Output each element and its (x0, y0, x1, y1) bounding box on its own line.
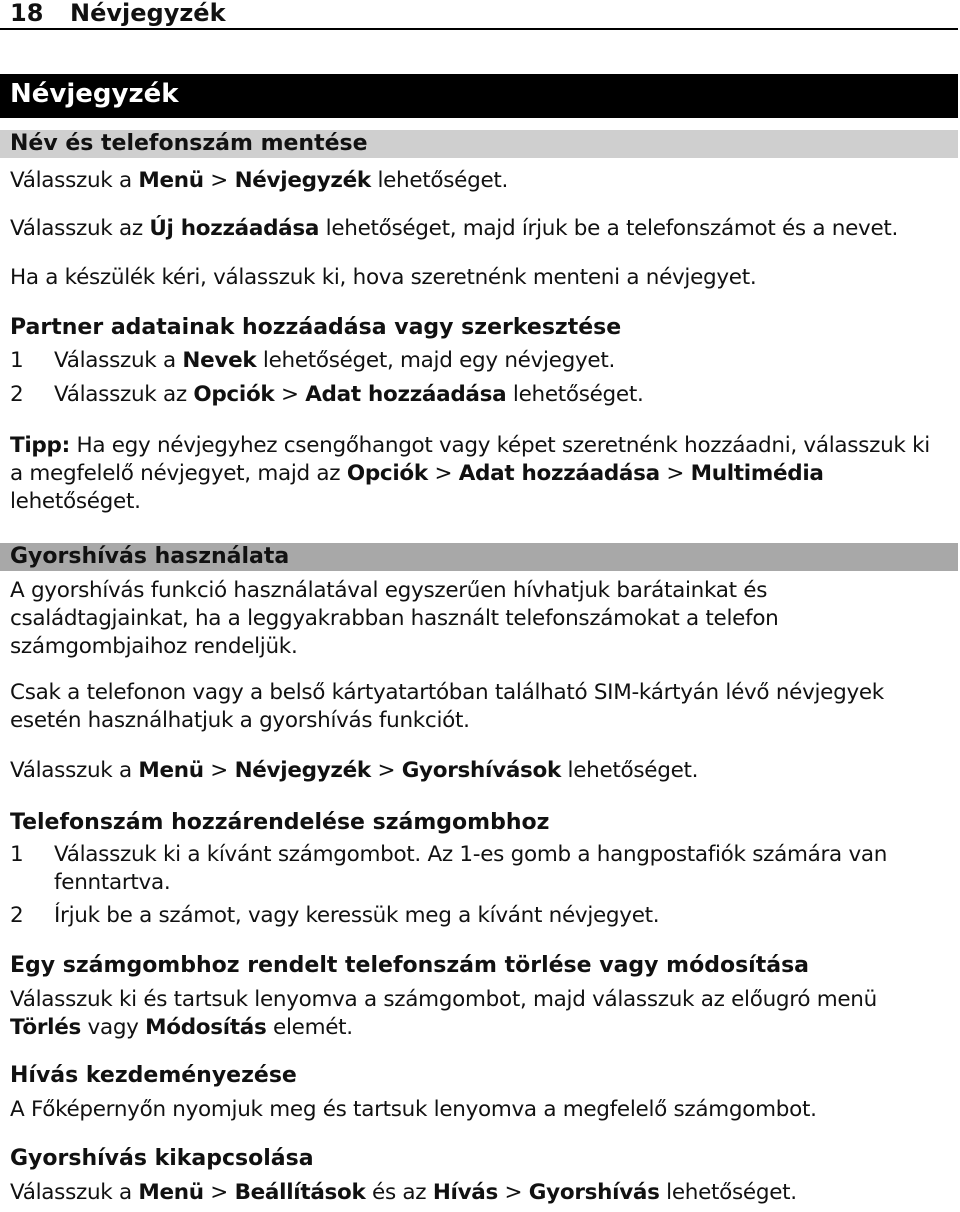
tip-line-2: a megfelelő névjegyet, majd az Opciók > Adat hozzáadása > Multimédia (10, 461, 824, 486)
save-line-2: Válasszuk az Új hozzáadása lehetőséget, majd írjuk be a telefonszámot és a nevet. (10, 216, 899, 241)
disable-heading: Gyorshívás kikapcsolása (10, 1146, 314, 1171)
speed-p1-line-2: családtagjainkat, ha a leggyakrabban használt telefonszámokat a telefon (10, 606, 779, 631)
assign-step-1-line-2: fenntartva. (54, 870, 171, 895)
assign-step-2: 2 Írjuk be a számot, vagy keressük meg a kívánt névjegyet. (10, 903, 660, 928)
call-line-1: A Főképernyőn nyomjuk meg és tartsuk lenyomva a megfelelő számgombot. (10, 1097, 817, 1122)
speed-dial-heading: Gyorshívás használata (0, 543, 958, 571)
tip-line-3: lehetőséget. (10, 489, 141, 514)
speed-path-line: Válasszuk a Menü > Névjegyzék > Gyorshívások lehetőséget. (10, 758, 699, 783)
partner-heading: Partner adatainak hozzáadása vagy szerkesztése (10, 315, 622, 340)
chapter-title: Névjegyzék (0, 74, 958, 118)
speed-p1-line-1: A gyorshívás funkció használatával egyszerűen hívhatjuk barátainkat és (10, 578, 768, 603)
partner-step-2: 2 Válasszuk az Opciók > Adat hozzáadása lehetőséget. (10, 382, 644, 407)
assign-step-1-line-1: 1 Válasszuk ki a kívánt számgombot. Az 1-es gomb a hangpostafiók számára van (10, 842, 888, 867)
speed-p2-line-1: Csak a telefonon vagy a belső kártyatartóban található SIM-kártyán lévő névjegyek (10, 680, 884, 705)
call-heading: Hívás kezdeményezése (10, 1063, 297, 1088)
save-heading: Név és telefonszám mentése (0, 130, 958, 158)
page-header (0, 0, 958, 30)
partner-step-1: 1 Válasszuk a Nevek lehetőséget, majd egy névjegyet. (10, 348, 615, 373)
delete-line-1: Válasszuk ki és tartsuk lenyomva a számgombot, majd válasszuk az előugró menü (10, 987, 877, 1012)
speed-p1-line-3: számgombjaihoz rendeljük. (10, 634, 298, 659)
page-number: 18 (10, 0, 44, 27)
tip-line-1: Tipp: Ha egy névjegyhez csengőhangot vagy képet szeretnénk hozzáadni, válasszuk ki (10, 433, 930, 458)
speed-p2-line-2: esetén használhatjuk a gyorshívás funkciót. (10, 708, 470, 733)
assign-heading: Telefonszám hozzárendelése számgombhoz (10, 810, 550, 835)
delete-heading: Egy számgombhoz rendelt telefonszám törlése vagy módosítása (10, 953, 810, 978)
save-line-1: Válasszuk a Menü > Névjegyzék lehetőséget. (10, 168, 509, 193)
disable-line-1: Válasszuk a Menü > Beállítások és az Hívás > Gyorshívás lehetőséget. (10, 1180, 797, 1205)
save-line-3: Ha a készülék kéri, válasszuk ki, hova szeretnénk menteni a névjegyet. (10, 265, 757, 290)
delete-line-2: Törlés vagy Módosítás elemét. (10, 1015, 353, 1040)
running-section-title: Névjegyzék (70, 0, 226, 27)
